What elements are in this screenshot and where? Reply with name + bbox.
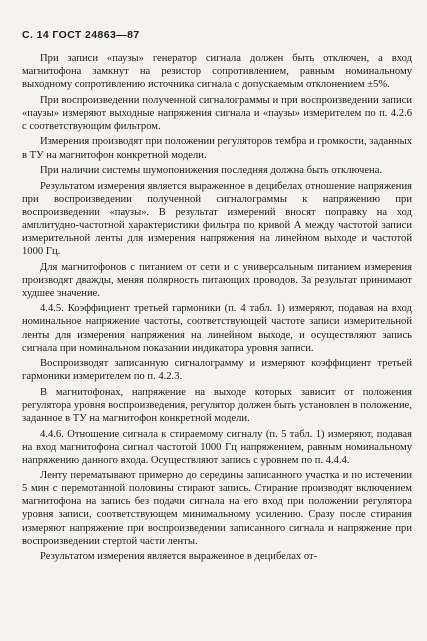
document-body	[22, 52, 412, 566]
paragraph: При воспроизведении полученной сигналограммы и при воспроизведении записи «паузы» измеряют выходные напряжения сигнала и «паузы» измерителем по п. 4.2.6 с соответствующим фильтром.	[22, 94, 412, 132]
paragraph: Результатом измерения является выраженное в децибелах от-	[40, 551, 318, 563]
page-header: С. 14 ГОСТ 24863—87	[22, 29, 140, 41]
paragraph: Для магнитофонов с питанием от сети и с универсальным питанием измерения производят дважды, меняя полярность питающих проводов. За результат принимают худшее значение.	[22, 261, 412, 299]
paragraph: При записи «паузы» генератор сигнала должен быть отключен, а вход магнитофона замкнут на резистор сопротивлением, равным номинальному выходному сопротивлению источника сигнала с допускаемым отклонением ±5%.	[22, 53, 412, 91]
paragraph: Результатом измерения является выраженное в децибелах отношение напряжения при воспроизведении полученной сигналограммы к напряжению при воспроизведении «паузы». В результат измерений вносят поправку на ход амплитудно-частотной характеристики фильтра по кривой А между частотой записи измерительной ленты для измерения напряжения на линейном выходе и частотой 1000 Гц.	[22, 180, 412, 258]
section-4-4-6: 4.4.6. Отношение сигнала к стираемому сигналу (п. 5 табл. 1) измеряют, подавая на вход магнитофона сигнал частотой 1000 Гц напряжением, равным номинальному напряжению данного входа. Осуществляют запись с уровнем по п. 4.4.4.	[22, 428, 412, 466]
paragraph: При наличии системы шумопонижения последняя должна быть отключена.	[40, 165, 383, 177]
paragraph: Измерения производят при положении регуляторов тембра и громкости, заданных в ТУ на магнитофон конкретной модели.	[22, 136, 412, 161]
section-4-4-5: 4.4.5. Коэффициент третьей гармоники (п. 4 табл. 1) измеряют, подавая на вход номинальное напряжение частоты, соответствующей частоте записи измерительной ленты для измерения напряжения на линейном выходе, и осуществляют запись сигнала при номинальном показании индикатора уровня записи.	[22, 303, 412, 354]
paragraph: В магнитофонах, напряжение на выходе которых зависит от положения регулятора уровня воспроизведения, регулятор должен быть установлен в положение, заданное в ТУ на магнитофон конкретной модели.	[22, 386, 412, 424]
paragraph: Ленту перематывают примерно до середины записанного участка и по истечении 5 мин с перемотанной половины стирают запись. Стирание производят включением магнитофона на запись без подачи сигнала на его вход при положении регулятора уровня записи, соответствующем минимальному усилению. Сразу после стирания измеряют напряжение при воспроизведении записанного сигнала и напряжение при воспроизведении стертой части ленты.	[22, 470, 412, 547]
paragraph: Воспроизводят записанную сигналограмму и измеряют коэффициент третьей гармоники измерителем по п. 4.2.3.	[22, 358, 412, 383]
